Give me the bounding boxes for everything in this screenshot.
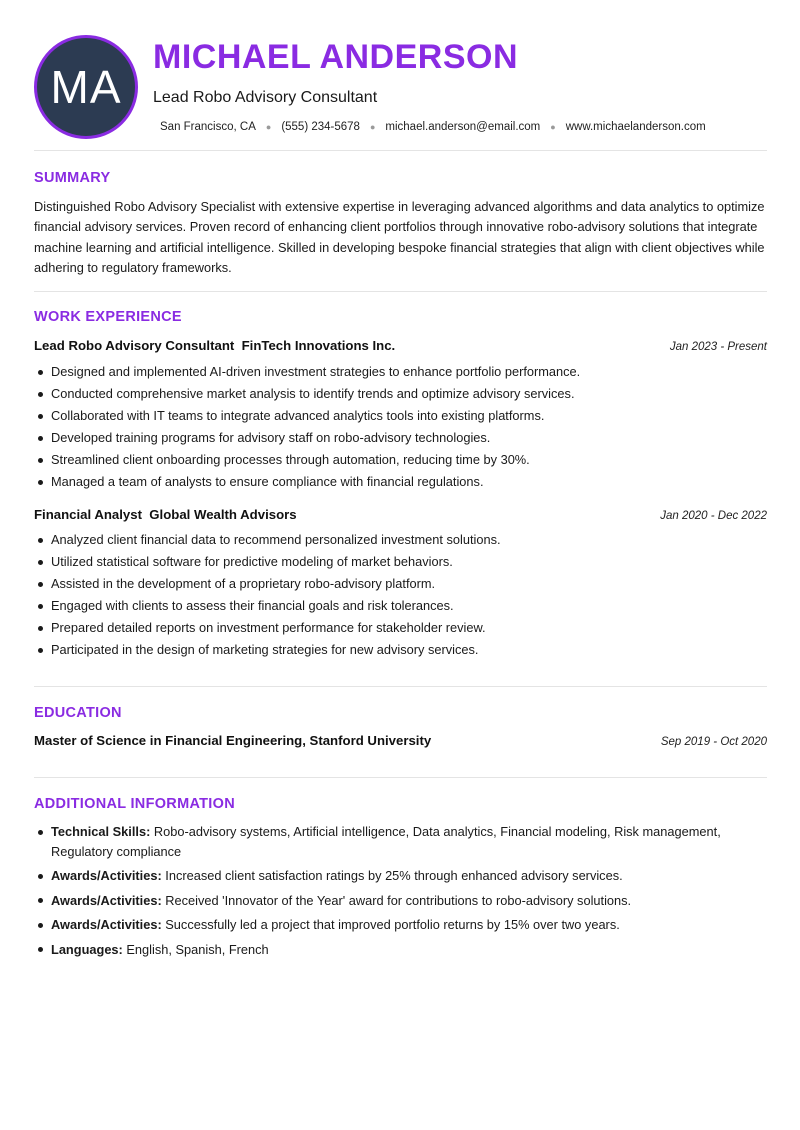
additional-heading: ADDITIONAL INFORMATION (34, 796, 235, 812)
list-item (34, 866, 767, 886)
list-item: Streamlined client onboarding processes through automation, reducing time by 30%. (34, 449, 767, 471)
list-item (34, 940, 767, 960)
list-item: Utilized statistical software for predictive modeling of market behaviors. (34, 551, 767, 573)
item-label: Awards/Activities: (51, 917, 162, 932)
contact-website[interactable]: www.michaelanderson.com (565, 121, 706, 133)
additional-list (34, 822, 767, 964)
list-item: Analyzed client financial data to recommend personalized investment solutions. (34, 529, 767, 551)
job-date: Jan 2023 - Present (669, 341, 767, 353)
candidate-name: MICHAEL ANDERSON (153, 38, 519, 76)
summary-text: Distinguished Robo Advisory Specialist with extensive expertise in leveraging advanced algorithms and data analytics to optimize financial advisory services. Proven record of enhancing client portfolios through innovative robo-advisory solutions that integrate machine learning and artificial intelligence. Skilled in developing bespoke financial strategies that align with client objectives while adhering to regulatory frameworks. (34, 199, 765, 275)
job-role: Lead Robo Advisory Consultant FinTech Innovations Inc. (34, 338, 396, 353)
job-header (34, 338, 767, 353)
job-bullets (34, 361, 767, 493)
divider (34, 150, 767, 151)
education-heading: EDUCATION (34, 705, 122, 721)
item-label: Awards/Activities: (51, 868, 162, 883)
list-item: Prepared detailed reports on investment performance for stakeholder review. (34, 617, 767, 639)
job-bullets (34, 529, 767, 661)
item-label: Awards/Activities: (51, 892, 162, 908)
divider (34, 777, 767, 778)
job-date: Jan 2020 - Dec 2022 (660, 510, 767, 522)
contact-info (160, 121, 706, 133)
bullet-separator-icon: ● (369, 122, 376, 132)
list-item: Engaged with clients to assess their financial goals and risk tolerances. (34, 595, 767, 617)
contact-location: San Francisco, CA (160, 121, 256, 133)
experience-heading: WORK EXPERIENCE (34, 309, 182, 325)
item-text: Received 'Innovator of the Year' award for contributions to robo-advisory solutions. (161, 892, 632, 908)
list-item: Participated in the design of marketing strategies for new advisory services. (34, 639, 767, 661)
list-item: Managed a team of analysts to ensure compliance with financial regulations. (34, 471, 767, 493)
list-item (34, 915, 767, 935)
bullet-separator-icon: ● (550, 122, 556, 132)
item-text: English, Spanish, French (122, 941, 269, 957)
divider (34, 686, 767, 687)
summary-heading: SUMMARY (34, 170, 111, 186)
list-item: Conducted comprehensive market analysis to identify trends and optimize advisory services. (34, 383, 767, 405)
education-entry (34, 733, 767, 748)
candidate-title: Lead Robo Advisory Consultant (153, 89, 378, 106)
list-item: Developed training programs for advisory staff on robo-advisory technologies. (34, 427, 767, 449)
avatar: MA (34, 35, 138, 139)
contact-phone[interactable]: (555) 234-5678 (281, 121, 360, 133)
job-header (34, 507, 767, 522)
list-item (34, 822, 767, 861)
item-text: Robo-advisory systems, Artificial intelligence, Data analytics, Financial modeling, Risk management, Regulatory compliance (51, 824, 721, 859)
bullet-separator-icon: ● (265, 122, 272, 132)
list-item: Collaborated with IT teams to integrate advanced analytics tools into existing platforms. (34, 405, 767, 427)
job-role: Financial Analyst Global Wealth Advisors (34, 507, 297, 522)
education-degree: Master of Science in Financial Engineering, Stanford University (34, 733, 432, 748)
item-label: Technical Skills: (51, 824, 151, 839)
item-text: Successfully led a project that improved portfolio returns by 15% over two years. (161, 917, 620, 932)
item-label: Languages: (51, 941, 123, 957)
item-text: Increased client satisfaction ratings by 25% through enhanced advisory services. (161, 868, 623, 883)
contact-email[interactable]: michael.anderson@email.com (385, 121, 541, 133)
list-item: Assisted in the development of a proprietary robo-advisory platform. (34, 573, 767, 595)
list-item (34, 891, 767, 911)
list-item: Designed and implemented AI-driven investment strategies to enhance portfolio performance. (34, 361, 767, 383)
education-date: Sep 2019 - Oct 2020 (660, 736, 767, 748)
divider (34, 291, 767, 292)
